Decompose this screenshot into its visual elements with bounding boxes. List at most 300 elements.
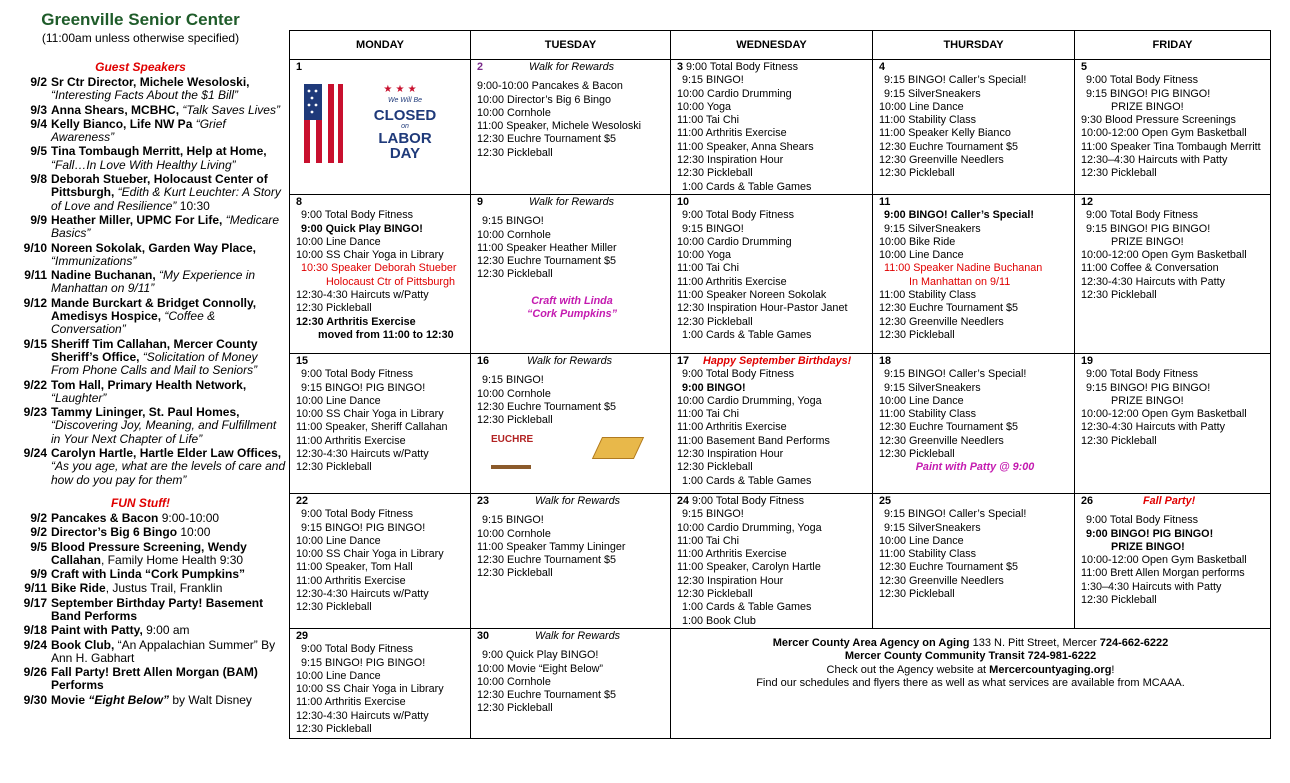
fun-date: 9/24 [23,637,47,652]
activity-line: 12:30 Pickleball [477,702,553,715]
day-number: 25 [879,494,892,507]
speaker-talk: “My Experience in Manhattan on 9/11” [51,268,256,296]
activity-line: In Manhattan on 9/11 [909,275,1011,288]
speaker-name: Tina Tombaugh Merritt, Help at Home, [51,144,267,159]
day-header [677,355,869,368]
speaker-talk: “Grief Awareness” [51,116,226,145]
header-tuesday: TUESDAY [471,31,671,60]
fun-list [18,512,286,707]
day-cell-11 [873,194,1075,353]
activity-line: 1:00 Cards & Table Games [682,601,812,614]
day-cell-19 [1075,353,1271,493]
speaker-date: 9/3 [30,102,47,117]
activity-line: 10:00 Cornhole [477,387,551,400]
activity-line: 9:15 BINGO! [682,508,744,521]
fun-title: September Birthday Party! Basement Band Performs [51,595,264,623]
speaker-talk: “Solicitation of Money From Phone Calls and Mail to Seniors” [51,349,258,378]
activity-line: 10:00 Cornhole [477,106,551,119]
speaker-item [18,338,286,378]
activity-line: 12:30 Euchre Tournament $5 [477,133,617,146]
day-cell-23 [471,493,671,628]
day-number: 23 [477,494,490,507]
activity-line: 9:15 BINGO! Caller’s Special! [884,74,1027,87]
fun-item [18,666,286,693]
speaker-date: 9/23 [23,405,47,420]
activity-line: 11:00 Stability Class [879,114,977,127]
activity-line: 10:00 Line Dance [296,394,381,407]
event-title: Happy September Birthdays! [703,354,852,367]
fun-title: Paint with Patty, [51,623,143,638]
activity-line: 10:00 Line Dance [296,235,381,248]
activity-line: 10:00-12:00 Open Gym Basketball [1081,127,1247,140]
day-cell-12 [1075,194,1271,353]
speakers-list [18,76,286,487]
activity-line: 11:00 Speaker, Sheriff Callahan [296,421,448,434]
activity-line: 11:00 Arthritis Exercise [296,574,406,587]
header-monday: MONDAY [290,31,471,60]
activity-line: 10:00 Cornhole [477,228,551,241]
activity-line: 9:00 BINGO! PIG BINGO! [1086,527,1214,540]
svg-text:★ ★ ★: ★ ★ ★ [383,84,417,96]
activity-line: 12:30 Euchre Tournament $5 [879,421,1019,434]
activity-line: 12:30–4:30 Haircuts with Patty [1081,154,1228,167]
activity-line: 9:00 Total Body Fitness [682,368,795,381]
activity-line: 12:30 Greenville Needlers [879,574,1004,587]
fun-item [18,512,286,525]
speaker-name: Tammy Lininger, St. Paul Homes, [51,405,240,420]
activity-line: 12:30 Pickleball [296,723,372,736]
fun-date: 9/9 [30,567,47,582]
day-cell-29 [290,628,471,738]
activity-line: 11:00 Speaker Noreen Sokolak [677,289,827,302]
speaker-item [18,269,286,296]
fun-text [51,694,286,707]
speaker-text [51,406,286,446]
activity-line: 12:30 Pickleball [296,461,372,474]
activity-line: 9:30 Blood Pressure Screenings [1081,114,1236,127]
activity-line: 11:00 Arthritis Exercise [677,421,787,434]
walk-for-rewards: Walk for Rewards [529,195,615,208]
day-header [879,495,1071,508]
fun-date: 9/2 [30,510,47,525]
activity-line: 11:00 Stability Class [879,548,977,561]
day-cell-8 [290,194,471,353]
activity-line: 10:00 SS Chair Yoga in Library [296,548,444,561]
day-cell-15 [290,353,471,493]
fun-title: Book Club, [51,637,115,652]
center-title: Greenville Senior Center [41,10,240,29]
activity-line: 10:00 Yoga [677,100,732,113]
activity-line: 9:00 Total Body Fitness [301,368,414,381]
activity-line: 12:30 Inspiration Hour [677,154,784,167]
speaker-text [51,104,286,117]
website-prefix: Check out the Agency website at [826,663,990,676]
day-header [677,196,869,209]
day-header [477,61,667,74]
walk-for-rewards: Walk for Rewards [535,494,621,507]
website-link[interactable]: Mercercountyaging.org [989,663,1112,676]
speaker-date: 9/15 [23,336,47,351]
website-suffix: ! [1111,663,1115,676]
speaker-date: 9/24 [23,446,47,461]
fun-text [51,512,286,525]
activity-line: 12:30 Greenville Needlers [879,154,1004,167]
activity-line: 10:00 SS Chair Yoga in Library [296,408,444,421]
activity-line: 12:30 Pickleball [879,328,955,341]
speaker-item [18,242,286,269]
day-number: 10 [677,195,690,208]
activity-line: 9:15 BINGO! PIG BINGO! [1086,381,1211,394]
activity-line: 10:00 SS Chair Yoga in Library [296,249,444,262]
activity-line: 9:00 Quick Play BINGO! [301,222,423,235]
euchre-images [477,431,667,471]
cornhole-board-icon [592,437,644,459]
day-number: 29 [296,629,309,642]
flag-closed-text: CLOSED [373,106,437,124]
day-header [879,196,1071,209]
activity-line: 12:30 Pickleball [477,414,553,427]
fun-date: 9/18 [23,623,47,638]
activity-line: 10:00-12:00 Open Gym Basketball [1081,249,1247,262]
speaker-text [51,297,286,337]
speaker-date: 9/4 [30,116,47,131]
activity-line: 10:00 Line Dance [879,534,964,547]
activity-line: 9:15 BINGO! [482,215,544,228]
fun-detail: by Walt Disney [169,692,252,707]
activity-line: PRIZE BINGO! [1111,235,1184,248]
activity-line: 12:30 Pickleball [1081,167,1157,180]
day-header [477,630,667,643]
day-number: 17 [677,354,690,367]
day-cell-22 [290,493,471,628]
activity-line: 9:15 BINGO! PIG BINGO! [301,521,426,534]
activity-line: 11:00 Speaker, Anna Shears [677,140,814,153]
speaker-item [18,145,286,172]
day-header [677,61,869,74]
activity-line: 12:30-4:30 Haircuts w/Patty [296,448,429,461]
fun-item [18,568,286,581]
activity-line: 11:00 Brett Allen Morgan performs [1081,567,1245,580]
fun-stuff-heading: FUN Stuff! [110,495,171,510]
activity-line: 12:30 Inspiration Hour [677,448,784,461]
activity-line: 12:30 Euchre Tournament $5 [879,561,1019,574]
activity-line: 9:00 BINGO! [682,381,746,394]
speaker-date: 9/8 [30,172,47,187]
activity-line: 1:00 Cards & Table Games [682,328,812,341]
activity-line: 11:00 Arthritis Exercise [296,696,406,709]
spacer [477,282,667,295]
speaker-item [18,406,286,446]
activity-line: 12:30-4:30 Haircuts w/Patty [296,289,429,302]
day-cell-10 [671,194,873,353]
activity-line: 10:00 Line Dance [879,249,964,262]
activity-line: 9:15 SilverSneakers [884,87,981,100]
speaker-talk: “Medicare Basics” [51,212,280,241]
activity-line: 9:15 SilverSneakers [884,222,981,235]
day-number: 11 [879,195,891,208]
speaker-text [51,338,286,378]
header-wednesday: WEDNESDAY [671,31,873,60]
flag-on-text: on [401,122,409,130]
activity-line: 9:15 BINGO! PIG BINGO! [1086,87,1211,100]
fun-date: 9/26 [23,665,47,680]
day-cell-3 [671,60,873,195]
activity-line: 11:00 Speaker, Tom Hall [296,561,413,574]
fun-text [51,568,286,581]
speaker-text [51,145,286,172]
activity-line: 10:00 Line Dance [879,100,964,113]
left-panel [18,10,286,708]
speaker-talk: “Immunizations” [51,253,137,268]
activity-line: moved from 11:00 to 12:30 [318,328,454,341]
fun-text [51,526,286,539]
website-line [671,664,1270,678]
fun-date: 9/11 [24,581,47,596]
speaker-text [51,76,286,103]
speaker-name: Noreen Sokolak, Garden Way Place, [51,240,256,255]
fun-item [18,526,286,539]
day-cell-17 [671,353,873,493]
day-cell-25 [873,493,1075,628]
activity-line: 11:00 Speaker, Michele Wesoloski [477,120,642,133]
fun-detail: , Family Home Health 9:30 [101,552,244,567]
activity-line: 12:30 Pickleball [1081,289,1157,302]
speaker-date: 9/22 [23,377,47,392]
activity-line: 10:00 Cornhole [477,527,551,540]
activity-line: 12:30 Pickleball [677,588,753,601]
activity-line: 12:30-4:30 Haircuts w/Patty [296,588,429,601]
activity-line: 9:15 BINGO! [682,222,744,235]
flag-small-text: We Will Be [387,97,423,105]
speaker-name: Deborah Stueber, Holocaust Center of Pittsburgh, [51,172,268,200]
calendar-table [289,30,1271,739]
activity-line: 9:00 Total Body Fitness [301,209,414,222]
fun-title-italic: “Eight Below” [88,692,170,707]
activity-line: 9:00 Total Body Fitness [1086,74,1199,87]
day-cell-2 [471,60,671,195]
activity-line: 10:00-12:00 Open Gym Basketball [1081,408,1247,421]
activity-line: 10:00 Cardio Drumming, Yoga [677,394,822,407]
activity-line: 12:30 Pickleball [879,448,955,461]
day-number: 4 [879,61,886,73]
speaker-item [18,118,286,145]
activity-line: 11:00 Arthritis Exercise [677,548,787,561]
speaker-text [51,214,286,241]
activity-line: 10:00 Cardio Drumming [677,87,792,100]
activity-line: 9:15 BINGO! [682,74,744,87]
activity-line: 1:00 Cards & Table Games [682,474,812,487]
speaker-name: Nadine Buchanan, [51,268,156,283]
day-cell-5 [1075,60,1271,195]
activity-line: 10:00-12:00 Open Gym Basketball [1081,554,1247,567]
activity-line: 11:00 Arthritis Exercise [677,275,787,288]
activity-line: 12:30 Greenville Needlers [879,434,1004,447]
day-header [296,630,467,643]
day-number: 24 [677,494,690,507]
activity-line: 11:00 Arthritis Exercise [677,127,787,140]
speaker-text [51,118,286,145]
activity-line: 9:15 BINGO! PIG BINGO! [1086,222,1211,235]
activity-line: 9:00 Total Body Fitness [1086,368,1199,381]
activity-line: 9:00 Total Body Fitness [301,643,414,656]
paint-event: Paint with Patty @ 9:00 [915,461,1035,474]
day-header [1081,355,1267,368]
fun-text [51,624,286,637]
fun-detail: 9:00 am [142,623,190,638]
day-cell-26 [1075,493,1271,628]
activity-line: 12:30 Euchre Tournament $5 [477,400,617,413]
day-header [1081,196,1267,209]
activity-line: 12:30 Pickleball [477,567,553,580]
activity-line: 1:00 Cards & Table Games [682,180,812,193]
activity-line: 10:00 Movie “Eight Below” [477,662,604,675]
speaker-text [51,242,286,269]
event-title: Fall Party! [1143,494,1196,507]
activity-line: 9:15 BINGO! Caller’s Special! [884,368,1027,381]
day-header [1081,61,1267,74]
speaker-item [18,76,286,103]
day-header [677,495,869,508]
speaker-item [18,447,286,487]
speaker-item [18,173,286,213]
activity-line: PRIZE BINGO! [1111,100,1184,113]
activity-line: 12:30 Pickleball [296,302,372,315]
speaker-talk: “Edith & Kurt Leuchter: A Story of Love and Resilience” [51,185,281,213]
activity-line: 10:00 Line Dance [296,669,381,682]
center-subtitle: (11:00am unless otherwise specified) [41,31,240,45]
speaker-date: 9/11 [24,268,47,283]
activity-line: 9:15 BINGO! PIG BINGO! [301,656,426,669]
activity-line: 9:00 BINGO! Caller’s Special! [884,209,1035,222]
activity-line: 1:00 Book Club [682,614,756,627]
fun-title: Bike Ride [51,581,106,596]
walk-for-rewards: Walk for Rewards [535,629,621,642]
fun-text [51,582,286,595]
activity-line: 11:00 Speaker, Carolyn Hartle [677,561,821,574]
activity-line: 12:30 Pickleball [1081,434,1157,447]
speaker-item [18,214,286,241]
schedules-line: Find our schedules and flyers there as well as what services are available from MCAAA. [756,677,1185,690]
activity-line: 12:30 Pickleball [677,167,753,180]
fun-date: 9/17 [23,595,47,610]
fun-detail: 9:00-10:00 [158,510,220,525]
activity-line: 12:30-4:30 Haircuts with Patty [1081,275,1226,288]
agency-line-1 [671,637,1270,651]
activity-line: 10:00 Director’s Big 6 Bingo [477,93,612,106]
speaker-date: 9/2 [30,75,47,89]
activity-line: 10:00 Cardio Drumming [677,235,792,248]
day-number: 5 [1081,61,1088,73]
activity-line: 9:15 SilverSneakers [884,521,981,534]
fun-title: Director’s Big 6 Bingo [51,525,178,540]
activity-line: 10:00 Line Dance [879,394,964,407]
day-number: 19 [1081,354,1094,367]
speaker-text [51,173,286,213]
activity-line: 9:00 Total Body Fitness [686,61,799,73]
activity-line: 12:30 Pickleball [296,601,372,614]
activity-line: 9:00 Total Body Fitness [1086,514,1199,527]
fun-detail: , Justus Trail, Franklin [105,581,223,596]
guest-speakers-heading: Guest Speakers [95,60,186,74]
day-number: 16 [477,354,490,367]
activity-line: 12:30 Pickleball [677,461,753,474]
fun-title: Craft with Linda “Cork Pumpkins” [51,567,246,582]
activity-line: 10:00 Yoga [677,249,732,262]
activity-line: Holocaust Ctr of Pittsburgh [326,275,456,288]
activity-line: 12:30 Inspiration Hour-Pastor Janet [677,302,848,315]
fun-title: Blood Pressure Screening, Wendy Callahan [51,539,247,567]
speaker-name: Mande Burckart & Bridget Connolly, Amedisys Hospice, [51,295,257,324]
activity-line: 12:30 Euchre Tournament $5 [477,255,617,268]
fun-detail: 10:00 [177,525,211,540]
euchre-logo: EUCHRE [491,433,531,469]
activity-line: 9:00-10:00 Pancakes & Bacon [477,80,623,93]
activity-line: 9:00 Total Body Fitness [682,209,795,222]
activity-line: 11:00 Stability Class [879,289,977,302]
activity-line: 1:30–4:30 Haircuts with Patty [1081,580,1222,593]
activity-line: 11:00 Speaker Heather Miller [477,241,617,254]
speaker-talk: “Talk Saves Lives” [182,102,280,117]
activity-line: 9:15 SilverSneakers [884,381,981,394]
activity-line: 12:30 Pickleball [477,268,553,281]
activity-line: 12:30 Pickleball [477,146,553,159]
day-header [477,196,667,209]
day-number: 18 [879,354,892,367]
fun-title: Movie [51,692,89,707]
speaker-name: Sr Ctr Director, Michele Wesoloski, [51,75,250,89]
speaker-name: Heather Miller, UPMC For Life, [51,212,223,227]
activity-line: 10:00 Bike Ride [879,235,956,248]
day-number: 8 [296,195,303,208]
fun-date: 9/5 [30,539,47,554]
activity-line: 9:00 Total Body Fitness [692,494,805,507]
speaker-item [18,297,286,337]
walk-for-rewards: Walk for Rewards [527,354,613,367]
day-header [296,196,467,209]
activity-line: 12:30 Euchre Tournament $5 [879,302,1019,315]
header-thursday: THURSDAY [873,31,1075,60]
walk-for-rewards: Walk for Rewards [529,61,615,73]
speaker-talk: “Discovering Joy, Meaning, and Fulfillment in Your Next Chapter of Life” [51,418,277,446]
agency-address: 133 N. Pitt Street, Mercer [969,636,1100,649]
speaker-item [18,104,286,117]
speaker-date: 9/12 [23,295,47,310]
activity-line: 11:00 Speaker Nadine Buchanan [884,262,1043,275]
activity-line: 11:00 Arthritis Exercise [296,434,406,447]
activity-line: 9:15 BINGO! [482,374,544,387]
day-header [296,495,467,508]
flag-day-text: DAY [389,144,421,162]
agency-phone: 724-662-6222 [1099,636,1169,649]
fun-item [18,639,286,666]
fun-item [18,624,286,637]
speaker-name: Carolyn Hartle, Hartle Elder Law Offices, [51,446,282,461]
activity-line: 12:30 Euchre Tournament $5 [879,140,1019,153]
day-number: 12 [1081,195,1094,208]
day-number: 30 [477,629,490,642]
activity-line: 11:00 Tai Chi [677,408,740,421]
speaker-item [18,379,286,406]
speaker-talk: “As you age, what are the levels of care and how do you pay for them” [51,459,286,487]
day-cell-1 [290,60,471,195]
fun-text [51,597,286,624]
craft-subtitle: “Cork Pumpkins” [527,308,617,321]
day-header [477,355,667,368]
transit-line: Mercer County Community Transit 724-981-6222 [844,650,1097,663]
fun-item [18,597,286,624]
fun-text [51,541,286,568]
day-header [1081,495,1267,508]
